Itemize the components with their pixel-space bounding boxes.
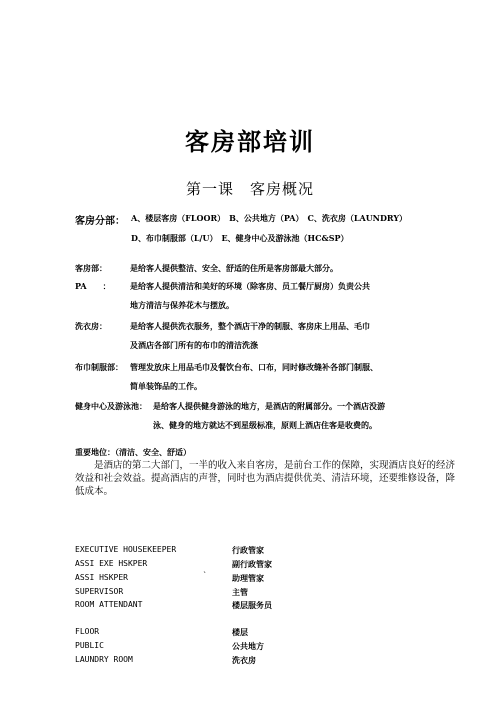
definition-label-fitness: 健身中心及游泳池：	[75, 401, 147, 411]
area-cn: 楼层	[232, 627, 248, 637]
position-en: ASSI HSKPER	[75, 573, 128, 582]
area-row	[75, 655, 375, 669]
page-title: 客房部培训	[185, 128, 315, 156]
definition-line: 是给客人提供健身游泳的地方，是酒店的附属部分。一个酒店没游	[153, 401, 385, 411]
position-row	[75, 600, 375, 614]
definition-line: 是给客人提供清洁和美好的环境（除客房、员工餐厅厨房）负责公共	[130, 281, 370, 291]
importance-paragraph: 是酒店的第二大部门，一半的收入来自客房，是前台工作的保障，实现酒店良好的经济效益和社会效益。提高酒店的声誉，同时也为酒店提供优美、清洁环境，还要维修设备，降低成本。	[75, 460, 456, 497]
area-cn: 洗衣房	[232, 655, 256, 665]
importance-heading: 重要地位：（清洁、安全、舒适）	[75, 447, 191, 457]
position-row	[75, 545, 375, 559]
position-cn: 助理管家	[232, 573, 264, 583]
definition-line: 管理发放床上用品毛巾及餐饮台布、口布，同时修改缝补各部门制服、	[130, 362, 378, 372]
divisions-label: 客房分部：	[75, 216, 125, 227]
definition-label-pa: PA ：	[75, 281, 111, 291]
position-cn: 行政管家	[232, 545, 264, 555]
position-cn: 楼层服务员	[232, 600, 272, 610]
definition-line: 是给客人提供洗衣服务，整个酒店干净的制服、客房床上用品、毛巾	[130, 321, 370, 331]
position-en: ROOM ATTENDANT	[75, 600, 143, 609]
position-row	[75, 587, 375, 601]
position-en: EXECUTIVE HOUSEKEEPER	[75, 545, 177, 554]
lesson-subtitle: 第一课 客房概况	[185, 180, 314, 198]
area-row	[75, 627, 375, 641]
area-en: FLOOR	[75, 627, 100, 636]
definition-label-linen: 布巾制服部：	[75, 362, 123, 372]
position-cn: 主管	[232, 587, 248, 597]
position-en: SUPERVISOR	[75, 587, 124, 596]
position-cn: 副行政管家	[232, 559, 272, 569]
definition-line: 简单装饰品的工作。	[130, 381, 202, 391]
stray-mark: `	[203, 571, 207, 580]
divisions-line-2: D、布巾制服部（L/U） E、健身中心及游泳池（HC&SP）	[131, 233, 349, 243]
area-en: PUBLIC	[75, 641, 104, 650]
area-row	[75, 641, 375, 655]
position-en: ASSI EXE HSKPER	[75, 559, 148, 568]
position-row	[75, 573, 375, 587]
definition-label-laundry: 洗衣房：	[75, 321, 107, 331]
definition-line: 泳、健身的地方就达不到星级标准，原则上酒店住客是收费的。	[153, 420, 377, 430]
definition-line: 地方清洁与保养花木与摆放。	[130, 300, 234, 310]
definition-line: 是给客人提供整洁、安全、舒适的住所是客房部最大部分。	[130, 263, 338, 273]
area-cn: 公共地方	[232, 641, 264, 651]
area-en: LAUNDRY ROOM	[75, 655, 133, 664]
definition-line: 及酒店各部门所有的布巾的清洁洗涤	[130, 340, 258, 350]
divisions-line-1: A、楼层客房（FLOOR） B、公共地方（PA） C、洗衣房（LAUNDRY）	[131, 213, 408, 223]
position-row	[75, 559, 375, 573]
definition-label-housekeeping: 客房部：	[75, 263, 107, 273]
